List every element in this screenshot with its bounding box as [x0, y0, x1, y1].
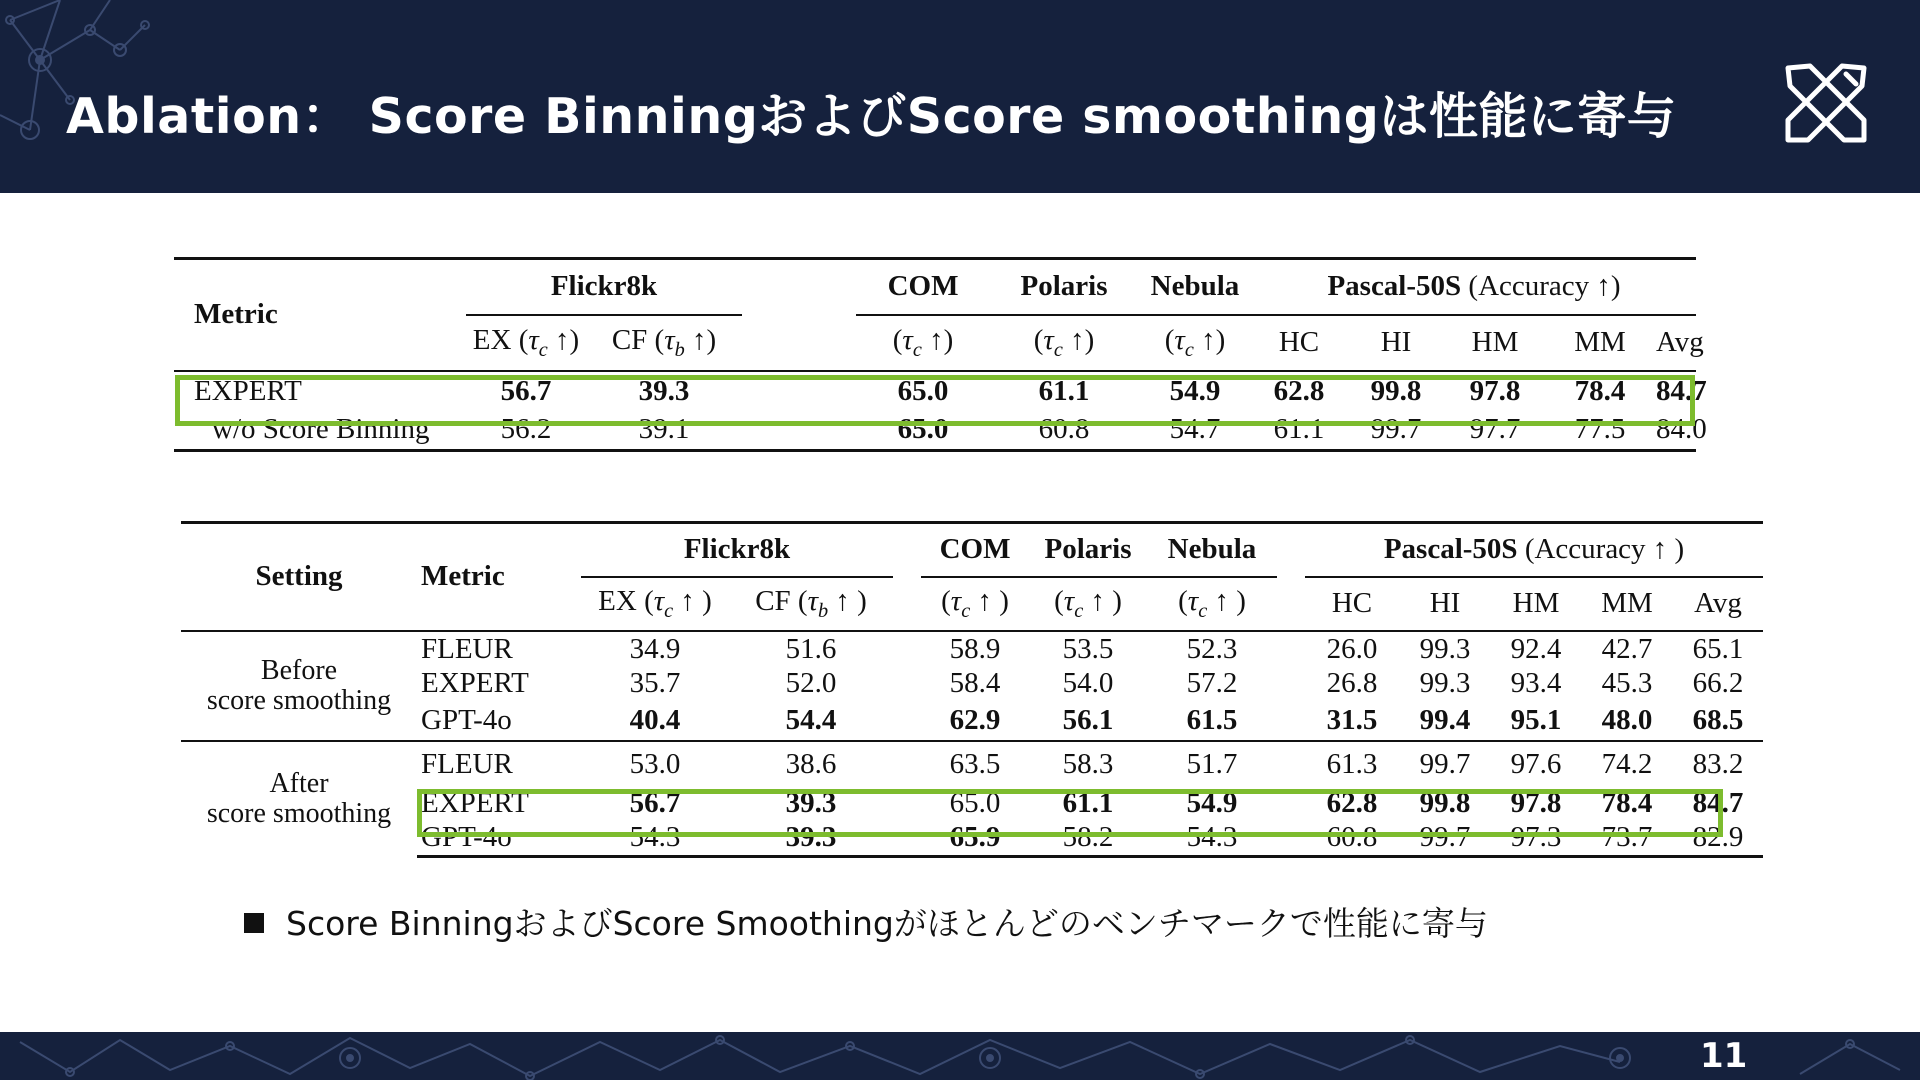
- subheader-cf: CF ($\tau_b$ ↑): [611, 323, 717, 361]
- cell: 68.5: [1692, 703, 1744, 736]
- cell: 62.8: [1326, 787, 1378, 819]
- cell: 83.2: [1673, 741, 1763, 787]
- cell: 99.7: [1399, 741, 1491, 787]
- subheader-nebula: ($\tau_c$ ↑ ): [1178, 584, 1246, 622]
- subheader-avg: Avg: [1656, 326, 1704, 358]
- cell: 61.1: [1252, 411, 1346, 451]
- crossed-pens-logo-icon: [1780, 60, 1872, 148]
- cell: 54.7: [1138, 411, 1252, 451]
- cell: 97.3: [1491, 821, 1581, 857]
- cell: 65.1: [1673, 631, 1763, 667]
- cell: 65.0: [856, 371, 990, 411]
- group-com: COM: [921, 523, 1029, 577]
- table-row: [181, 701, 1763, 741]
- cell: 97.8: [1510, 787, 1562, 819]
- cell: 54.9: [1186, 787, 1238, 819]
- cell: 61.1: [990, 371, 1138, 411]
- cell: 58.4: [949, 667, 1001, 699]
- row-label: FLEUR: [417, 741, 581, 787]
- cell: 34.9: [581, 631, 729, 667]
- cell: 58.3: [1029, 741, 1147, 787]
- row-label: EXPERT: [174, 371, 466, 411]
- cell: 54.3: [1147, 821, 1277, 857]
- cell: 58.9: [921, 631, 1029, 667]
- cell: 26.0: [1305, 631, 1399, 667]
- cell: 54.3: [581, 821, 729, 857]
- subheader-com: ($\tau_c$ ↑): [892, 323, 954, 361]
- cell: 95.1: [1510, 703, 1562, 736]
- group-pascal: Pascal-50S (Accuracy ↑): [1252, 259, 1696, 315]
- row-label: w/o Score Binning: [174, 411, 466, 451]
- cell: 99.7: [1346, 411, 1446, 451]
- cell: 48.0: [1601, 703, 1653, 736]
- group-polaris: Polaris: [990, 259, 1138, 315]
- cell: 51.7: [1147, 741, 1277, 787]
- cell: 52.3: [1147, 631, 1277, 667]
- subheader-nebula: ($\tau_c$ ↑): [1164, 323, 1226, 361]
- cell: 99.8: [1346, 371, 1446, 411]
- cell: 62.9: [949, 703, 1001, 736]
- cell: 99.3: [1399, 631, 1491, 667]
- slide-footer: [0, 1032, 1920, 1080]
- cell: 97.6: [1491, 741, 1581, 787]
- setting-after: After score smoothing: [181, 741, 417, 857]
- cell: 38.6: [729, 741, 893, 787]
- cell: 53.0: [581, 741, 729, 787]
- cell: 84.7: [1692, 787, 1744, 819]
- summary-bullet: Score BinningおよびScore Smoothingがほとんどのベンチマークで性能に寄与: [286, 904, 1488, 943]
- cell: 42.7: [1581, 631, 1673, 667]
- cell: 31.5: [1326, 703, 1378, 736]
- cell: 54.9: [1138, 371, 1252, 411]
- cell: 51.6: [729, 631, 893, 667]
- cell: 77.5: [1544, 411, 1656, 451]
- group-pascal: Pascal-50S (Accuracy ↑ ): [1305, 523, 1763, 577]
- cell: 60.8: [990, 411, 1138, 451]
- cell: 45.3: [1601, 667, 1653, 699]
- group-com: COM: [856, 259, 990, 315]
- row-label: EXPERT: [421, 787, 529, 819]
- highlight-box-expert-after: [417, 789, 1723, 837]
- cell: 54.4: [785, 703, 837, 736]
- table-row: [181, 741, 1763, 787]
- cell: 52.0: [785, 667, 837, 699]
- cell: 84.7: [1656, 371, 1696, 411]
- row-label: GPT-4o: [417, 821, 581, 857]
- cell: 61.3: [1305, 741, 1399, 787]
- cell: 39.3: [729, 821, 893, 857]
- cell: 99.8: [1419, 787, 1471, 819]
- subheader-polaris: ($\tau_c$ ↑): [1033, 323, 1095, 361]
- cell: 84.0: [1656, 411, 1696, 451]
- row-label: GPT-4o: [421, 703, 512, 736]
- cell: 99.7: [1399, 821, 1491, 857]
- subheader-avg: Avg: [1694, 587, 1742, 619]
- cell: 61.1: [1062, 787, 1114, 819]
- cell: 78.4: [1601, 787, 1653, 819]
- group-nebula: Nebula: [1147, 523, 1277, 577]
- cell: 26.8: [1326, 667, 1378, 699]
- cell: 93.4: [1510, 667, 1562, 699]
- subheader-cf: CF ($\tau_b$ ↑ ): [755, 584, 867, 622]
- square-bullet-icon: [244, 913, 264, 933]
- cell: 56.2: [466, 411, 586, 451]
- cell: 65.0: [949, 787, 1001, 819]
- group-flickr8k: Flickr8k: [581, 523, 893, 577]
- subheader-hc: HC: [1278, 326, 1320, 358]
- cell: 65.0: [856, 411, 990, 451]
- cell: 39.3: [586, 371, 742, 411]
- subheader-polaris: ($\tau_c$ ↑ ): [1054, 584, 1122, 622]
- cell: 56.7: [466, 371, 586, 411]
- subheader-hc: HC: [1331, 587, 1373, 619]
- group-flickr8k: Flickr8k: [466, 259, 742, 315]
- cell: 60.8: [1305, 821, 1399, 857]
- cell: 56.7: [629, 787, 681, 819]
- group-polaris: Polaris: [1029, 523, 1147, 577]
- page-number: 11: [1700, 1036, 1748, 1076]
- cell: 61.5: [1186, 703, 1238, 736]
- highlight-box-expert: [175, 375, 1695, 426]
- subheader-hi: HI: [1429, 587, 1461, 619]
- cell: 56.1: [1062, 703, 1114, 736]
- cell: 39.3: [785, 787, 837, 819]
- cell: 99.3: [1419, 667, 1471, 699]
- subheader-hm: HM: [1512, 587, 1560, 619]
- cell: 73.7: [1581, 821, 1673, 857]
- slide-header: [0, 0, 1920, 193]
- metric-header: Metric: [174, 259, 466, 371]
- subheader-hi: HI: [1380, 326, 1412, 358]
- cell: 58.2: [1029, 821, 1147, 857]
- cell: 92.4: [1491, 631, 1581, 667]
- cell: 54.0: [1062, 667, 1114, 699]
- subheader-hm: HM: [1471, 326, 1519, 358]
- row-label: EXPERT: [421, 667, 529, 699]
- cell: 35.7: [629, 667, 681, 699]
- setting-before: Before score smoothing: [181, 631, 417, 741]
- cell: 99.4: [1419, 703, 1471, 736]
- cell: 65.9: [921, 821, 1029, 857]
- subheader-ex: EX ($\tau_c$ ↑): [472, 323, 580, 361]
- cell: 53.5: [1029, 631, 1147, 667]
- slide-title: Ablation： Score BinningおよびScore smoothingは性能に寄与: [66, 88, 1677, 145]
- cell: 62.8: [1252, 371, 1346, 411]
- cell: 66.2: [1692, 667, 1744, 699]
- group-nebula: Nebula: [1138, 259, 1252, 315]
- subheader-com: ($\tau_c$ ↑ ): [941, 584, 1009, 622]
- metric-header: Metric: [417, 523, 581, 631]
- row-label: FLEUR: [417, 631, 581, 667]
- cell: 57.2: [1186, 667, 1238, 699]
- cell: 74.2: [1581, 741, 1673, 787]
- table-row: [181, 631, 1763, 667]
- cell: 97.8: [1446, 371, 1544, 411]
- subheader-mm: MM: [1574, 326, 1626, 358]
- subheader-ex: EX ($\tau_c$ ↑ ): [598, 584, 712, 622]
- subheader-mm: MM: [1601, 587, 1653, 619]
- cell: 40.4: [629, 703, 681, 736]
- cell: 39.1: [586, 411, 742, 451]
- cell: 97.7: [1446, 411, 1544, 451]
- cell: 82.9: [1673, 821, 1763, 857]
- cell: 78.4: [1544, 371, 1656, 411]
- cell: 63.5: [921, 741, 1029, 787]
- setting-header: Setting: [181, 523, 417, 631]
- table-row: [181, 667, 1763, 701]
- network-decoration-icon: [0, 1032, 1920, 1080]
